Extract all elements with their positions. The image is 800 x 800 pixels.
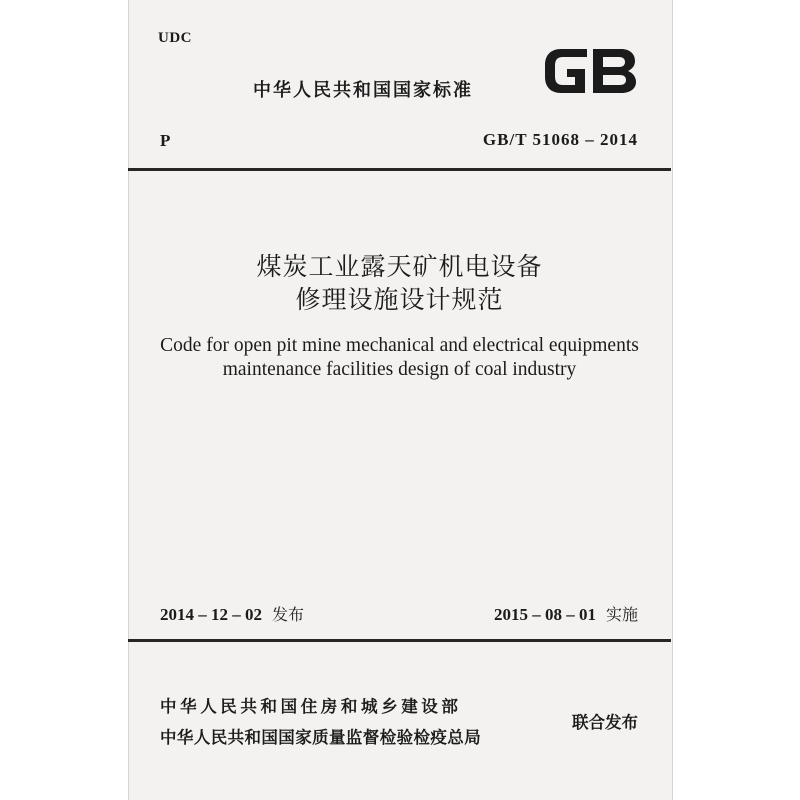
bottom-divider (128, 639, 671, 642)
issuer-ministry: 中华人民共和国住房和城乡建设部 (160, 697, 462, 716)
standard-code: GB/T 51068 – 2014 (482, 130, 638, 149)
implement-label: 实施 (605, 605, 638, 624)
udc-label: UDC (158, 30, 192, 46)
top-divider (128, 168, 671, 171)
gb-logo-icon (541, 45, 639, 97)
issuer-aqsiq: 中华人民共和国国家质量监督检验检疫总局 (160, 728, 482, 747)
issue-date: 2014 – 12 – 02 (160, 605, 262, 624)
implement-date-row (494, 602, 638, 625)
cover-page (128, 0, 673, 800)
classification-label: P (160, 131, 171, 150)
title-en-line1: Code for open pit mine mechanical and electrical equipments (160, 335, 639, 356)
joint-issue-label: 联合发布 (572, 713, 638, 732)
issue-label: 发布 (272, 605, 305, 624)
implement-date: 2015 – 08 – 01 (493, 605, 596, 624)
title-en-line2: maintenance facilities design of coal industry (222, 359, 577, 380)
national-standard-label: 中华人民共和国国家标准 (253, 80, 473, 101)
title-cn-line2: 修理设施设计规范 (295, 285, 504, 314)
issue-date-row (160, 602, 304, 625)
title-cn-line1: 煤炭工业露天矿机电设备 (256, 252, 543, 281)
